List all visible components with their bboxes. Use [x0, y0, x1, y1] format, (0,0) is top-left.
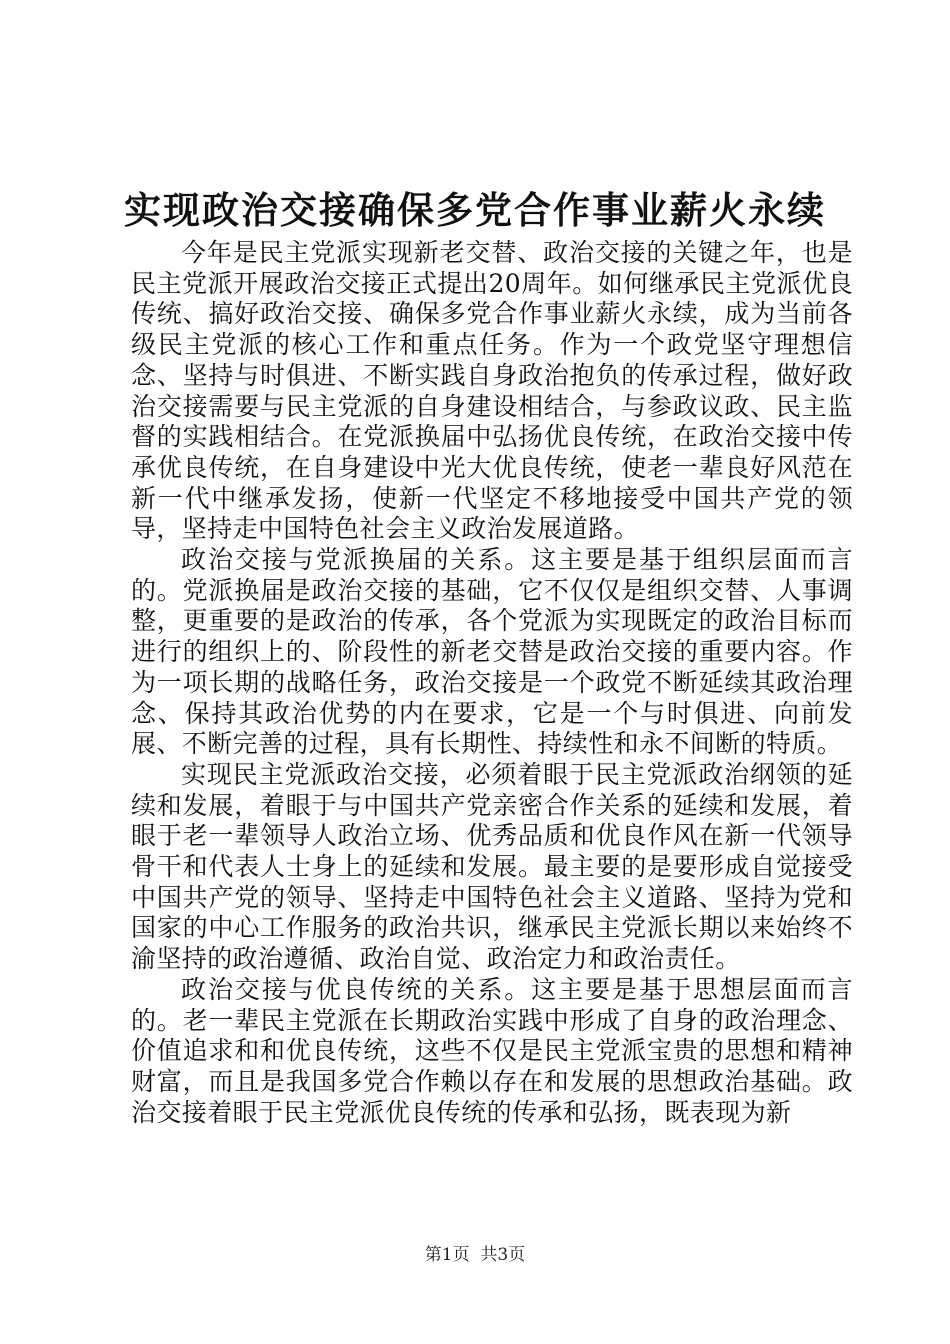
page-number: 第1页: [424, 1245, 470, 1265]
page-footer: [0, 1244, 950, 1266]
page-total: 共3页: [480, 1245, 526, 1265]
document-body: [131, 238, 853, 1128]
paragraph: 政治交接与党派换届的关系。这主要是基于组织层面而言的。党派换届是政治交接的基础，它不仅仅是组织交替、人事调整，更重要的是政治的传承，各个党派为实现既定的政治目标而进行的组织上的、阶段性的新老交替是政治交接的重要内容。作为一项长期的战略任务，政治交接是一个政党不断延续其政治理念、保持其政治优势的内在要求，它是一个与时俱进、向前发展、不断完善的过程，具有长期性、持续性和永不间断的特质。: [131, 545, 853, 759]
paragraph: 政治交接与优良传统的关系。这主要是基于思想层面而言的。老一辈民主党派在长期政治实践中形成了自身的政治理念、价值追求和和优良传统，这些不仅是民主党派宝贵的思想和精神财富，而且是我国多党合作赖以存在和发展的思想政治基础。政治交接着眼于民主党派优良传统的传承和弘扬，既表现为新: [131, 974, 853, 1127]
paragraph: 今年是民主党派实现新老交替、政治交接的关键之年，也是民主党派开展政治交接正式提出20周年。如何继承民主党派优良传统、搞好政治交接、确保多党合作事业薪火永续，成为当前各级民主党派的核心工作和重点任务。作为一个政党坚守理想信念、坚持与时俱进、不断实践自身政治抱负的传承过程，做好政治交接需要与民主党派的自身建设相结合，与参政议政、民主监督的实践相结合。在党派换届中弘扬优良传统，在政治交接中传承优良传统，在自身建设中光大优良传统，使老一辈良好风范在新一代中继承发扬，使新一代坚定不移地接受中国共产党的领导，坚持走中国特色社会主义政治发展道路。: [131, 238, 853, 544]
document-title: 实现政治交接确保多党合作事业薪火永续: [124, 188, 826, 232]
paragraph: 实现民主党派政治交接，必须着眼于民主党派政治纲领的延续和发展，着眼于与中国共产党亲密合作关系的延续和发展，着眼于老一辈领导人政治立场、优秀品质和优良作风在新一代领导骨干和代表人士身上的延续和发展。最主要的是要形成自觉接受中国共产党的领导、坚持走中国特色社会主义道路、坚持为党和国家的中心工作服务的政治共识，继承民主党派长期以来始终不渝坚持的政治遵循、政治自觉、政治定力和政治责任。: [131, 759, 853, 974]
